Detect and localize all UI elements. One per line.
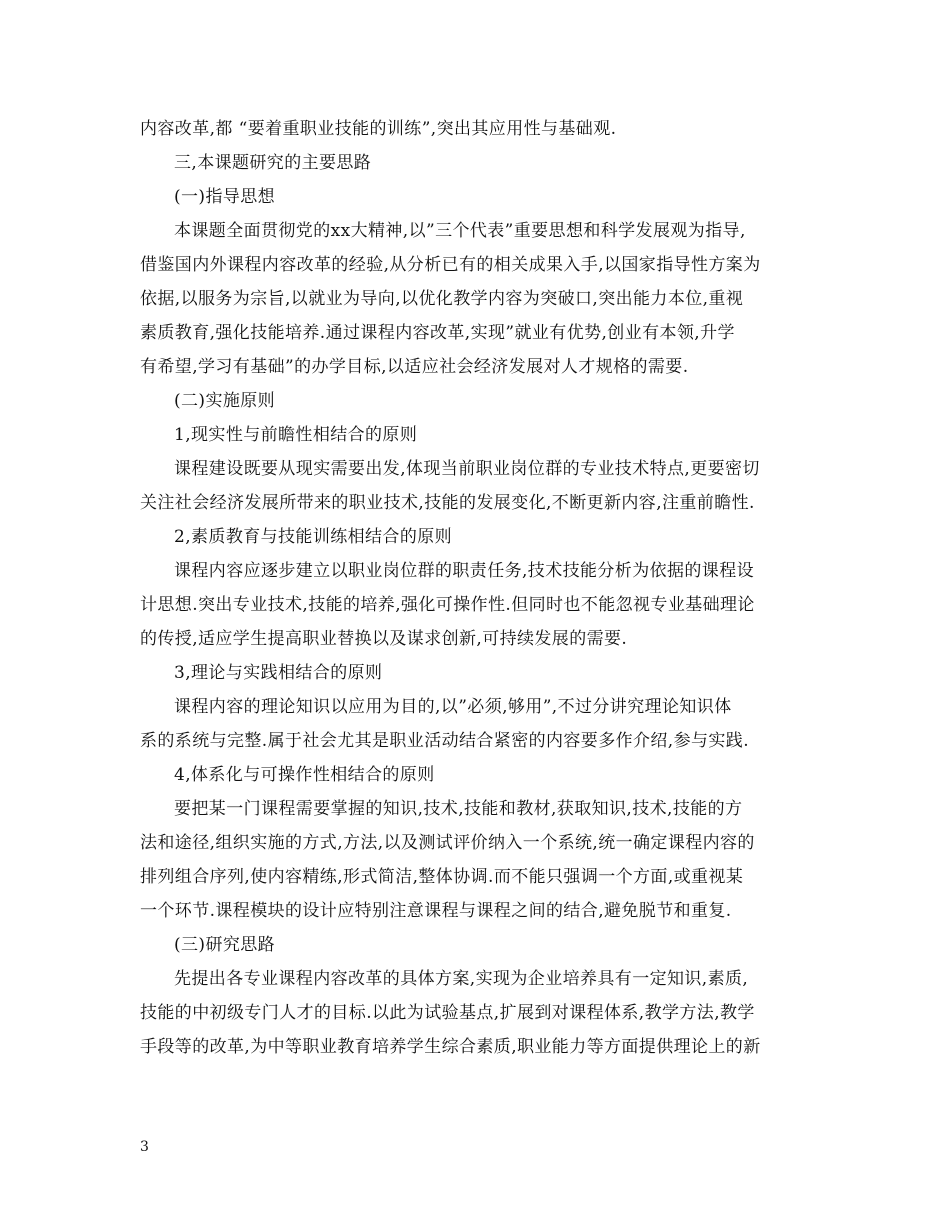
text-line: 本课题全面贯彻党的xx大精神,以”三个代表”重要思想和科学发展观为指导, [174, 221, 746, 241]
principle-heading: 4,体系化与可操作性相结合的原则 [174, 765, 435, 785]
text-line: 素质教育,强化技能培养.通过课程内容改革,实现”就业有优势,创业有本领,升学 [140, 323, 735, 343]
principle-heading: 2,素质教育与技能训练相结合的原则 [174, 527, 453, 547]
text-line: 计思想.突出专业技术,技能的培养,强化可操作性.但同时也不能忽视专业基础理论 [140, 595, 755, 615]
principle-heading: 1,现实性与前瞻性相结合的原则 [174, 425, 418, 445]
text-line: 有希望,学习有基础”的办学目标,以适应社会经济发展对人才规格的需要. [140, 357, 689, 377]
text-line: 一个环节.课程模块的设计应特别注意课程与课程之间的结合,避免脱节和重复. [140, 901, 732, 921]
subsection-heading: (二)实施原则 [174, 391, 276, 411]
text-line: 课程内容应逐步建立以职业岗位群的职责任务,技术技能分析为依据的课程设 [174, 561, 755, 581]
document-body [140, 112, 820, 1064]
text-line: 法和途径,组织实施的方式,方法,以及测试评价纳入一个系统,统一确定课程内容的 [140, 833, 755, 853]
section-heading: 三,本课题研究的主要思路 [174, 153, 372, 173]
principle-heading: 3,理论与实践相结合的原则 [174, 663, 383, 683]
text-line: 先提出各专业课程内容改革的具体方案,实现为企业培养具有一定知识,素质, [174, 969, 749, 989]
text-line: 关注社会经济发展所带来的职业技术,技能的发展变化,不断更新内容,注重前瞻性. [140, 493, 755, 513]
text-line: 课程内容的理论知识以应用为目的,以”必须,够用”,不过分讲究理论知识体 [174, 697, 732, 717]
text-line: 技能的中初级专门人才的目标.以此为试验基点,扩展到对课程体系,教学方法,教学 [140, 1003, 755, 1023]
page-number: 3 [140, 1139, 149, 1155]
text-line: 课程建设既要从现实需要出发,体现当前职业岗位群的专业技术特点,更要密切 [174, 459, 760, 479]
text-line: 系的系统与完整.属于社会尤其是职业活动结合紧密的内容要多作介绍,参与实践. [140, 731, 750, 751]
text-line: 的传授,适应学生提高职业替换以及谋求创新,可持续发展的需要. [140, 629, 628, 649]
text-line: 要把某一门课程需要掌握的知识,技术,技能和教材,获取知识,技术,技能的方 [174, 799, 743, 819]
text-line: 依据,以服务为宗旨,以就业为导向,以优化教学内容为突破口,突出能力本位,重视 [140, 289, 744, 309]
subsection-heading: (三)研究思路 [174, 935, 276, 955]
text-line: 排列组合序列,使内容精练,形式简洁,整体协调.而不能只强调一个方面,或重视某 [140, 867, 744, 887]
text-line: 内容改革,都 “要着重职业技能的训练”,突出其应用性与基础观. [140, 119, 617, 139]
text-line: 手段等的改革,为中等职业教育培养学生综合素质,职业能力等方面提供理论上的新 [140, 1037, 761, 1057]
subsection-heading: (一)指导思想 [174, 187, 276, 207]
text-line: 借鉴国内外课程内容改革的经验,从分析已有的相关成果入手,以国家指导性方案为 [140, 255, 761, 275]
